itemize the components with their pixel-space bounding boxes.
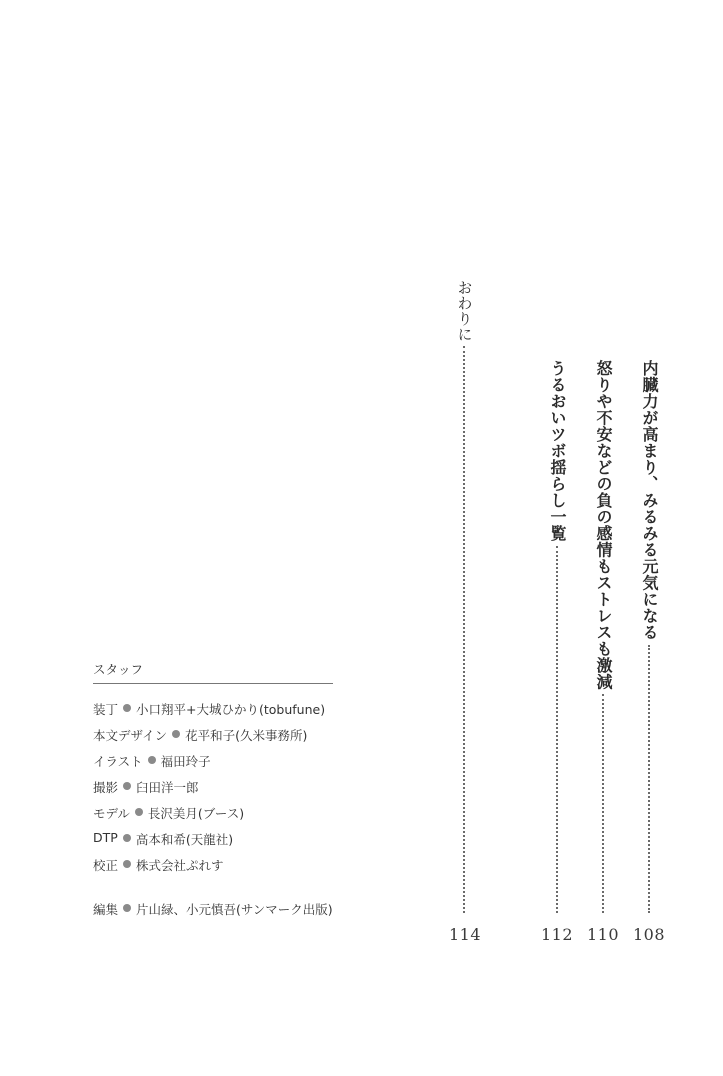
bullet-dot-icon [123,860,131,868]
bullet-dot-icon [123,704,131,712]
toc-page-number: 110 [587,925,620,944]
toc-title: 怒りや不安などの負の感情もストレスも激減 [594,360,613,690]
toc-leader-dots [602,694,604,913]
staff-credits [93,660,333,926]
toc-page-number: 112 [541,925,574,944]
staff-row [93,856,333,882]
toc-entry-4[interactable] [451,280,477,913]
staff-row [93,900,333,926]
bullet-dot-icon [148,756,156,764]
staff-role: 校正 [93,858,119,873]
staff-name: 高本和希(天龍社) [135,832,234,847]
toc-page-number: 114 [449,925,482,944]
staff-role: 編集 [93,902,119,917]
staff-row [93,804,333,830]
staff-name: 片山緑、小元慎吾(サンマーク出版) [136,902,333,917]
staff-row [93,726,333,752]
staff-row [93,778,333,804]
staff-name: 花平和子(久米事務所) [185,728,308,743]
staff-name: 小口翔平+大城ひかり(tobufune) [136,702,326,717]
toc-entry-2[interactable] [590,360,616,913]
bullet-dot-icon [172,730,180,738]
staff-role: DTP [93,830,118,845]
staff-name: 福田玲子 [160,754,211,769]
bullet-dot-icon [135,808,143,816]
staff-role: 撮影 [93,780,119,795]
bullet-dot-icon [123,782,131,790]
staff-row [93,752,333,778]
staff-row [93,700,333,726]
bullet-dot-icon [123,904,131,912]
toc-leader-dots [556,546,558,914]
staff-heading: スタッフ [93,660,333,684]
staff-row [93,830,333,856]
toc-leader-dots [463,346,465,913]
staff-role: 装丁 [93,702,119,717]
toc-title: うるおいツボ揺らし一覧 [548,360,567,542]
toc-page-number: 108 [633,925,666,944]
staff-name: 臼田洋一郎 [136,780,199,795]
bullet-dot-icon [123,834,131,842]
toc-title: おわりに [455,280,474,342]
toc-leader-dots [648,645,650,914]
toc-entry-1[interactable] [636,360,662,913]
toc-entry-3[interactable] [544,360,570,913]
staff-role: 本文デザイン [93,728,168,743]
staff-role: モデル [93,806,130,821]
staff-name: 長沢美月(ブース) [147,806,245,821]
staff-role: イラスト [93,754,143,769]
toc-title: 内臓力が高まり、みるみる元気になる [640,360,659,641]
staff-name: 株式会社ぷれす [136,858,224,873]
